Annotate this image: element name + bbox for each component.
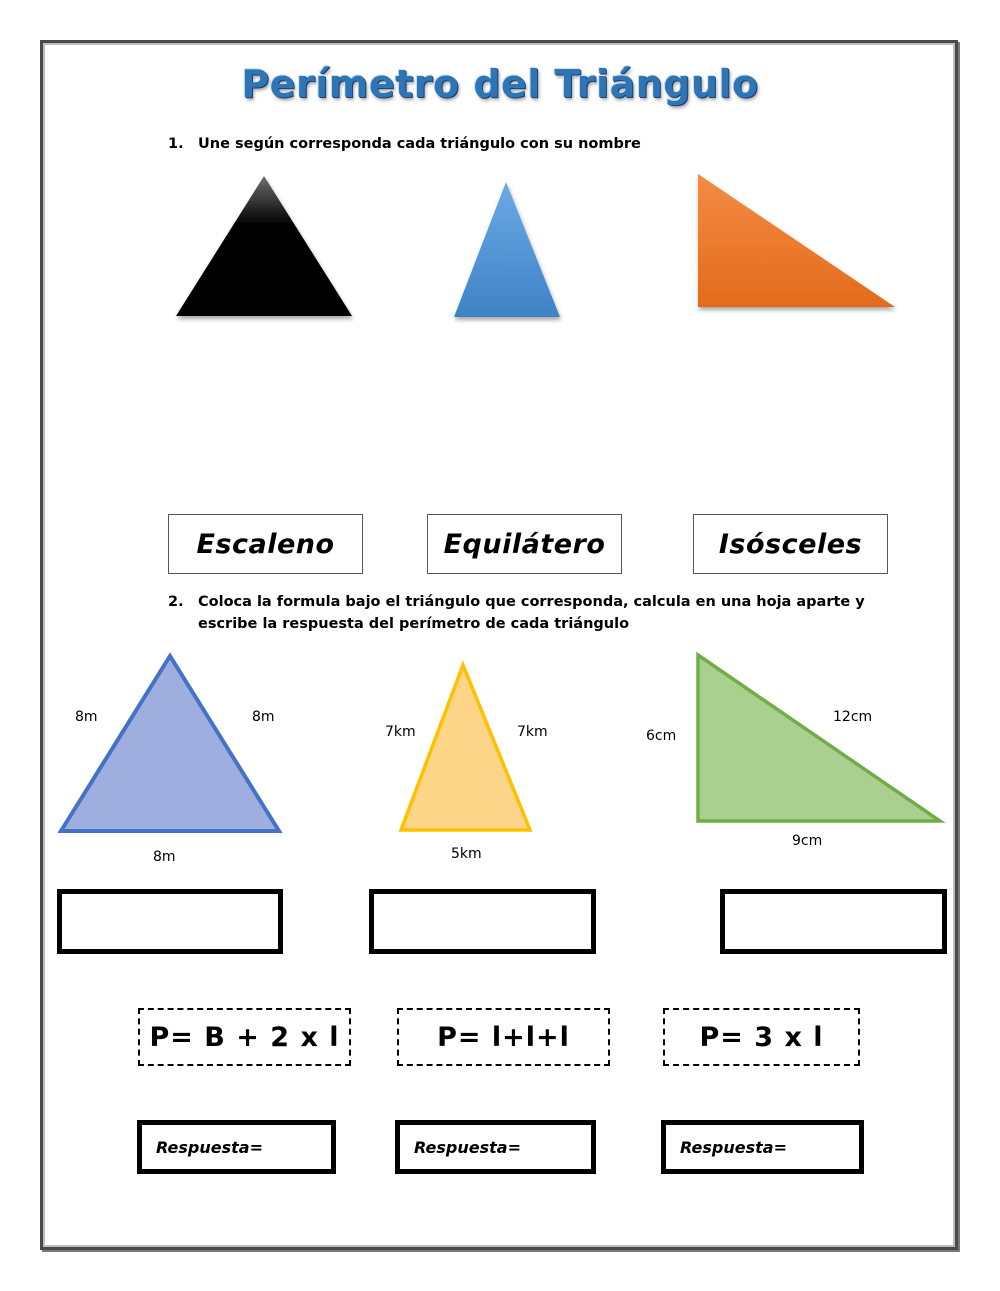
green-scalene-triangle bbox=[692, 648, 948, 828]
blue-left-side-label: 8m bbox=[75, 709, 98, 725]
green-hypotenuse-label: 12cm bbox=[833, 709, 873, 725]
question-2-number: 2. bbox=[168, 594, 184, 610]
green-left-side-label: 6cm bbox=[646, 728, 677, 744]
name-box-equilatero[interactable]: Equilátero bbox=[427, 514, 622, 574]
yellow-right-side-label: 7km bbox=[517, 724, 548, 740]
black-triangle[interactable] bbox=[170, 170, 360, 325]
answer-label-2: Respuesta= bbox=[414, 1137, 521, 1157]
orange-triangle[interactable] bbox=[692, 168, 902, 318]
answer-box-2[interactable] bbox=[395, 1120, 596, 1174]
page-title: Perímetro del Triángulo bbox=[241, 62, 759, 106]
blue-base-label: 8m bbox=[153, 849, 176, 865]
green-base-label: 9cm bbox=[792, 833, 823, 849]
answer-box-1[interactable] bbox=[137, 1120, 336, 1174]
formula-drop-box-2[interactable] bbox=[369, 889, 596, 954]
formula-drop-box-1[interactable] bbox=[57, 889, 283, 954]
question-2-text: Coloca la formula bajo el triángulo que corresponda, calcula en una hoja aparte y escribe la respuesta del perímetro de cada triángulo bbox=[198, 594, 865, 632]
formula-card-equilateral[interactable]: P= 3 x l bbox=[663, 1008, 860, 1066]
question-1-text: Une según corresponda cada triángulo con su nombre bbox=[198, 136, 641, 152]
name-box-escaleno[interactable]: Escaleno bbox=[168, 514, 363, 574]
answer-box-3[interactable] bbox=[661, 1120, 864, 1174]
answer-label-3: Respuesta= bbox=[680, 1137, 787, 1157]
blue-equilateral-triangle bbox=[55, 650, 287, 836]
blue-triangle[interactable] bbox=[448, 176, 568, 326]
blue-right-side-label: 8m bbox=[252, 709, 275, 725]
yellow-left-side-label: 7km bbox=[385, 724, 416, 740]
question-1-number: 1. bbox=[168, 136, 184, 152]
formula-card-scalene[interactable]: P= l+l+l bbox=[397, 1008, 610, 1066]
name-box-isosceles[interactable]: Isósceles bbox=[693, 514, 888, 574]
yellow-base-label: 5km bbox=[451, 846, 482, 862]
answer-label-1: Respuesta= bbox=[156, 1137, 263, 1157]
yellow-isosceles-triangle bbox=[395, 657, 537, 835]
formula-card-isosceles[interactable]: P= B + 2 x l bbox=[138, 1008, 351, 1066]
formula-drop-box-3[interactable] bbox=[720, 889, 947, 954]
